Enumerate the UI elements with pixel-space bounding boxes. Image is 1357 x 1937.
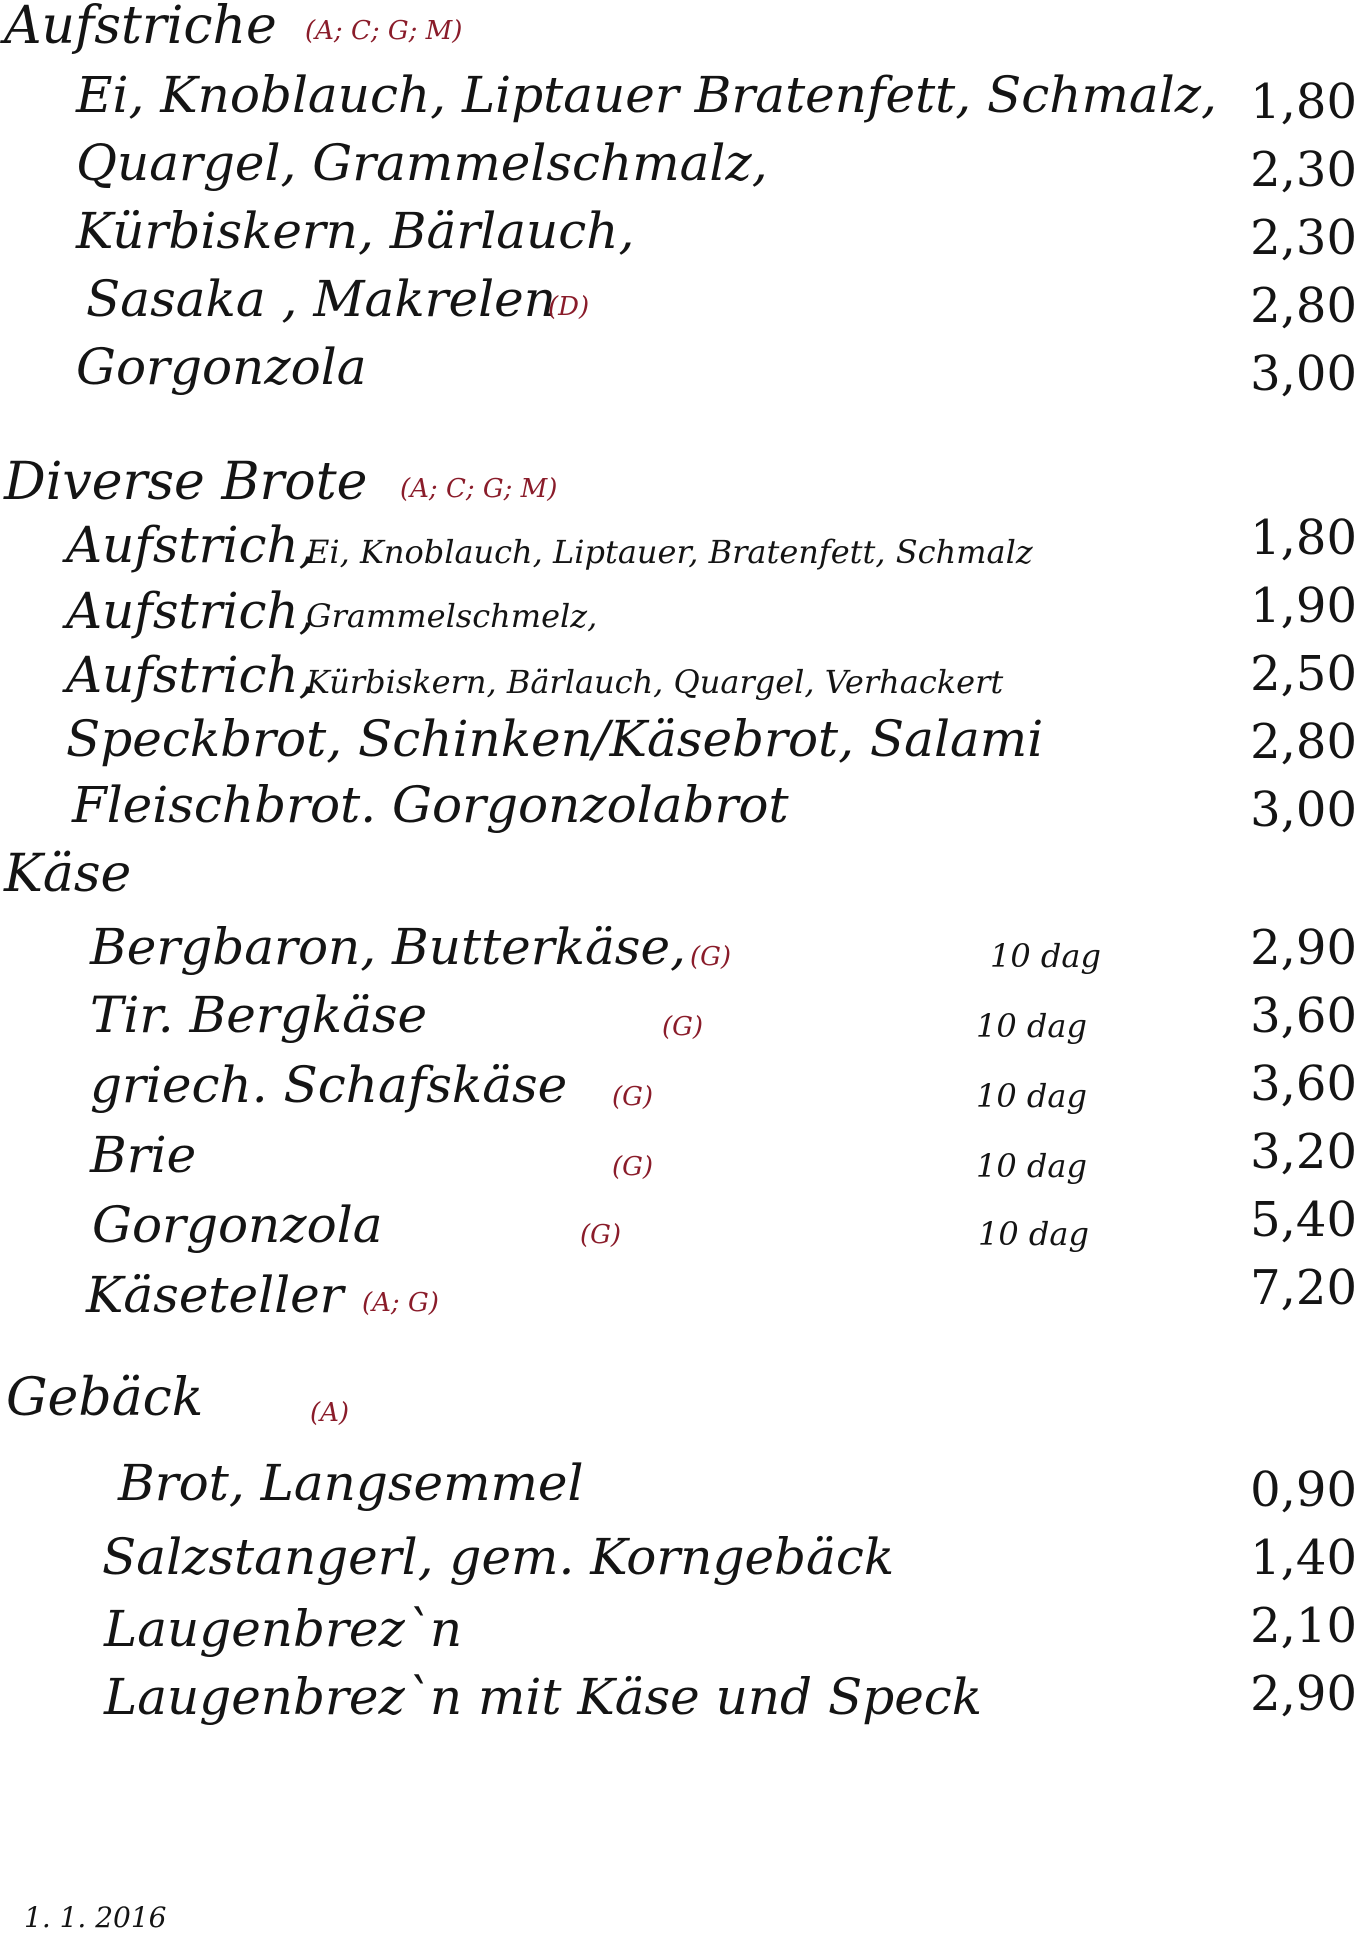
menu-item-price: 2,10 (1250, 1598, 1357, 1654)
menu-item-name: Laugenbrez`n mit Käse und Speck (104, 1668, 983, 1726)
menu-item-weight: 10 dag (978, 1215, 1089, 1253)
menu-item-name: Gorgonzola (76, 338, 367, 396)
menu-item-price: 1,90 (1250, 578, 1357, 634)
section-allergens-gebaeck: (A) (310, 1398, 350, 1428)
menu-item-name: Brie (90, 1126, 197, 1184)
menu-item-name: Brot, Langsemmel (118, 1454, 584, 1512)
menu-item-price: 5,40 (1250, 1192, 1357, 1248)
menu-item-name: griech. Schafskäse (90, 1056, 568, 1114)
menu-item-detail: Ei, Knoblauch, Liptauer, Bratenfett, Schmalz (306, 533, 1033, 571)
menu-item-price: 1,80 (1250, 510, 1357, 566)
menu-item-name: Quargel, Grammelschmalz, (76, 134, 768, 192)
menu-item-name: Gorgonzola (92, 1196, 383, 1254)
menu-item-price: 3,00 (1250, 346, 1357, 402)
menu-item-allergens: (D) (548, 292, 590, 322)
menu-item-price: 3,60 (1250, 1056, 1357, 1112)
section-title-aufstriche: Aufstriche (4, 0, 277, 56)
menu-item-price: 7,20 (1250, 1260, 1357, 1316)
menu-item-price: 2,90 (1250, 920, 1357, 976)
menu-item-name: Salzstangerl, gem. Korngebäck (102, 1528, 895, 1586)
menu-item-allergens: (A; G) (362, 1288, 439, 1318)
menu-item-name: Laugenbrez`n (104, 1600, 463, 1658)
menu-item-weight: 10 dag (976, 1077, 1087, 1115)
menu-item-name: Aufstrich, (66, 582, 315, 640)
menu-item-allergens: (G) (690, 942, 732, 972)
menu-item-name: Fleischbrot. Gorgonzolabrot (72, 776, 789, 834)
section-allergens-aufstriche: (A; C; G; M) (305, 16, 463, 46)
menu-item-weight: 10 dag (976, 1147, 1087, 1185)
menu-item-allergens: (G) (612, 1082, 654, 1112)
menu-item-allergens: (G) (662, 1012, 704, 1042)
menu-item-name: Sasaka , Makrelen (86, 270, 556, 328)
menu-item-detail: Kürbiskern, Bärlauch, Quargel, Verhackert (306, 663, 1004, 701)
menu-item-allergens: (G) (580, 1220, 622, 1250)
menu-item-name: Ei, Knoblauch, Liptauer Bratenfett, Schmalz, (76, 66, 1217, 124)
menu-item-price: 2,30 (1250, 210, 1357, 266)
menu-item-price: 1,80 (1250, 74, 1357, 130)
menu-item-name: Aufstrich, (66, 646, 315, 704)
menu-item-name: Speckbrot, Schinken/Käsebrot, Salami (66, 710, 1044, 768)
menu-item-weight: 10 dag (976, 1007, 1087, 1045)
menu-item-price: 3,00 (1250, 782, 1357, 838)
menu-item-price: 2,50 (1250, 646, 1357, 702)
menu-item-name: Kürbiskern, Bärlauch, (76, 202, 635, 260)
menu-item-name: Aufstrich, (66, 516, 315, 574)
menu-item-price: 2,80 (1250, 714, 1357, 770)
menu-item-price: 2,90 (1250, 1666, 1357, 1722)
menu-item-price: 3,20 (1250, 1124, 1357, 1180)
section-title-gebaeck: Gebäck (6, 1368, 204, 1428)
menu-item-name: Käseteller (86, 1266, 344, 1324)
menu-item-price: 2,30 (1250, 142, 1357, 198)
menu-item-allergens: (G) (612, 1152, 654, 1182)
menu-item-price: 2,80 (1250, 278, 1357, 334)
section-title-brote: Diverse Brote (4, 452, 368, 512)
menu-item-price: 0,90 (1250, 1462, 1357, 1518)
menu-item-price: 3,60 (1250, 988, 1357, 1044)
menu-item-name: Bergbaron, Butterkäse, (90, 918, 686, 976)
menu-item-name: Tir. Bergkäse (90, 986, 428, 1044)
footer-date: 1. 1. 2016 (24, 1901, 167, 1934)
section-allergens-brote: (A; C; G; M) (400, 474, 558, 504)
menu-item-weight: 10 dag (990, 937, 1101, 975)
section-title-kaese: Käse (4, 844, 132, 904)
menu-item-detail: Grammelschmelz, (306, 597, 598, 635)
menu-item-price: 1,40 (1250, 1530, 1357, 1586)
